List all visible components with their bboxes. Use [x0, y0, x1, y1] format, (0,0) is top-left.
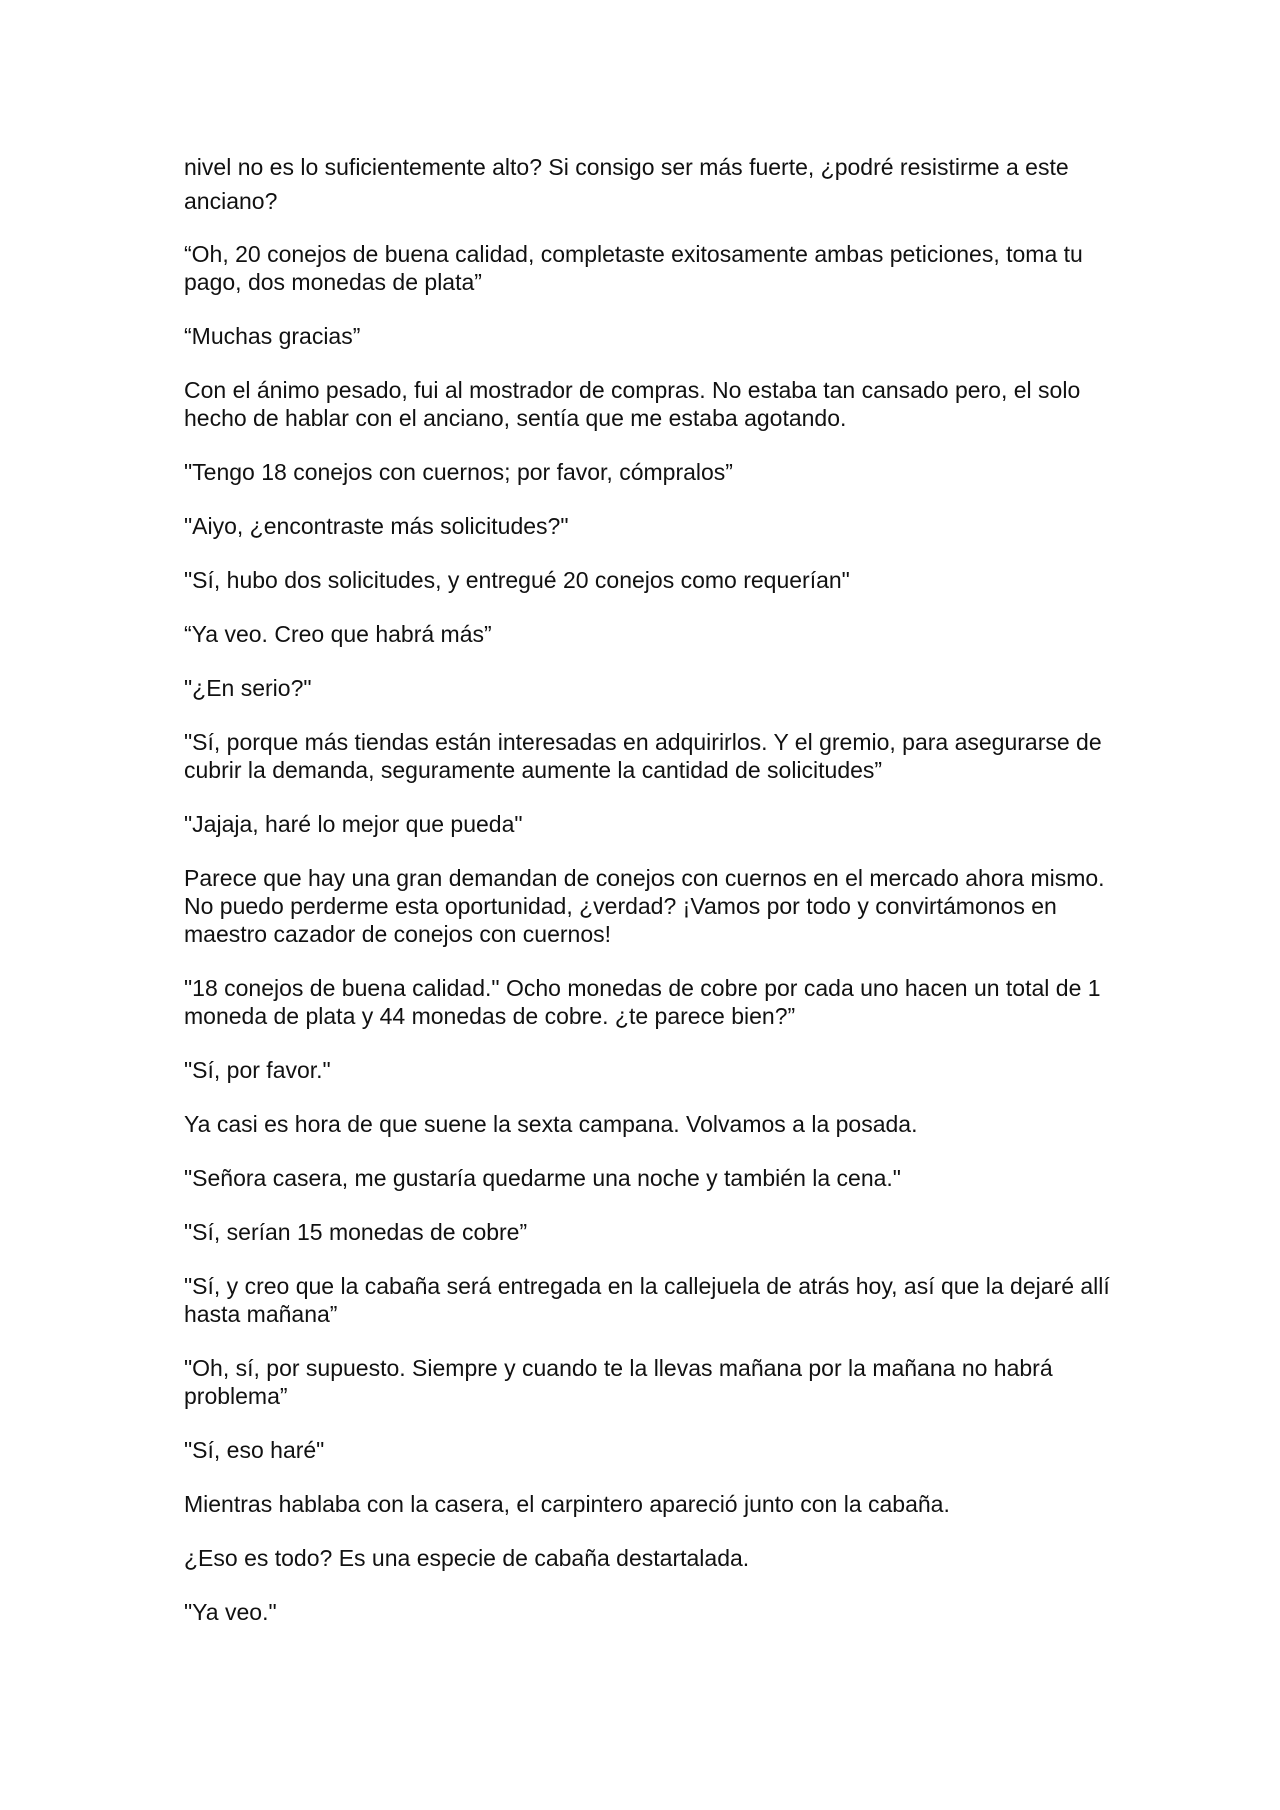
document-body — [184, 150, 1114, 1652]
paragraph: "Ya veo." — [184, 1599, 277, 1625]
paragraph: ¿Eso es todo? Es una especie de cabaña destartalada. — [184, 1545, 750, 1571]
paragraph: Parece que hay una gran demandan de conejos con cuernos en el mercado ahora mismo. No puedo perderme esta oportunidad, ¿verdad? ¡Vamos por todo y convirtámonos en maestro cazador de conejos con cuernos! — [184, 865, 1105, 947]
paragraph: “Ya veo. Creo que habrá más” — [184, 621, 492, 647]
paragraph: "18 conejos de buena calidad." Ocho monedas de cobre por cada uno hacen un total de 1 moneda de plata y 44 monedas de cobre. ¿te parece bien?” — [184, 975, 1101, 1029]
paragraph: "Sí, hubo dos solicitudes, y entregué 20 conejos como requerían" — [184, 567, 850, 593]
paragraph: "Señora casera, me gustaría quedarme una noche y también la cena." — [184, 1165, 901, 1191]
paragraph: "Sí, eso haré" — [184, 1437, 325, 1463]
paragraph: Con el ánimo pesado, fui al mostrador de compras. No estaba tan cansado pero, el solo hecho de hablar con el anciano, sentía que me estaba agotando. — [184, 377, 1081, 431]
paragraph: Ya casi es hora de que suene la sexta campana. Volvamos a la posada. — [184, 1111, 918, 1137]
paragraph: "Sí, serían 15 monedas de cobre” — [184, 1219, 528, 1245]
paragraph: "Sí, por favor." — [184, 1057, 331, 1083]
paragraph: "Sí, porque más tiendas están interesadas en adquirirlos. Y el gremio, para asegurarse de cubrir la demanda, seguramente aumente la cantidad de solicitudes” — [184, 729, 1102, 783]
paragraph: "Sí, y creo que la cabaña será entregada en la callejuela de atrás hoy, así que la dejaré allí hasta mañana” — [184, 1273, 1110, 1327]
paragraph: Mientras hablaba con la casera, el carpintero apareció junto con la cabaña. — [184, 1491, 950, 1517]
paragraph: "Tengo 18 conejos con cuernos; por favor, cómpralos” — [184, 459, 733, 485]
paragraph: "Oh, sí, por supuesto. Siempre y cuando te la llevas mañana por la mañana no habrá problema” — [184, 1355, 1053, 1409]
paragraph: "Jajaja, haré lo mejor que pueda" — [184, 811, 523, 837]
paragraph: “Muchas gracias” — [184, 323, 361, 349]
paragraph: nivel no es lo suficientemente alto? Si consigo ser más fuerte, ¿podré resistirme a este anciano? — [184, 154, 1069, 214]
paragraph: "Aiyo, ¿encontraste más solicitudes?" — [184, 513, 569, 539]
paragraph: "¿En serio?" — [184, 675, 312, 701]
paragraph: “Oh, 20 conejos de buena calidad, completaste exitosamente ambas peticiones, toma tu pago, dos monedas de plata” — [184, 241, 1083, 295]
